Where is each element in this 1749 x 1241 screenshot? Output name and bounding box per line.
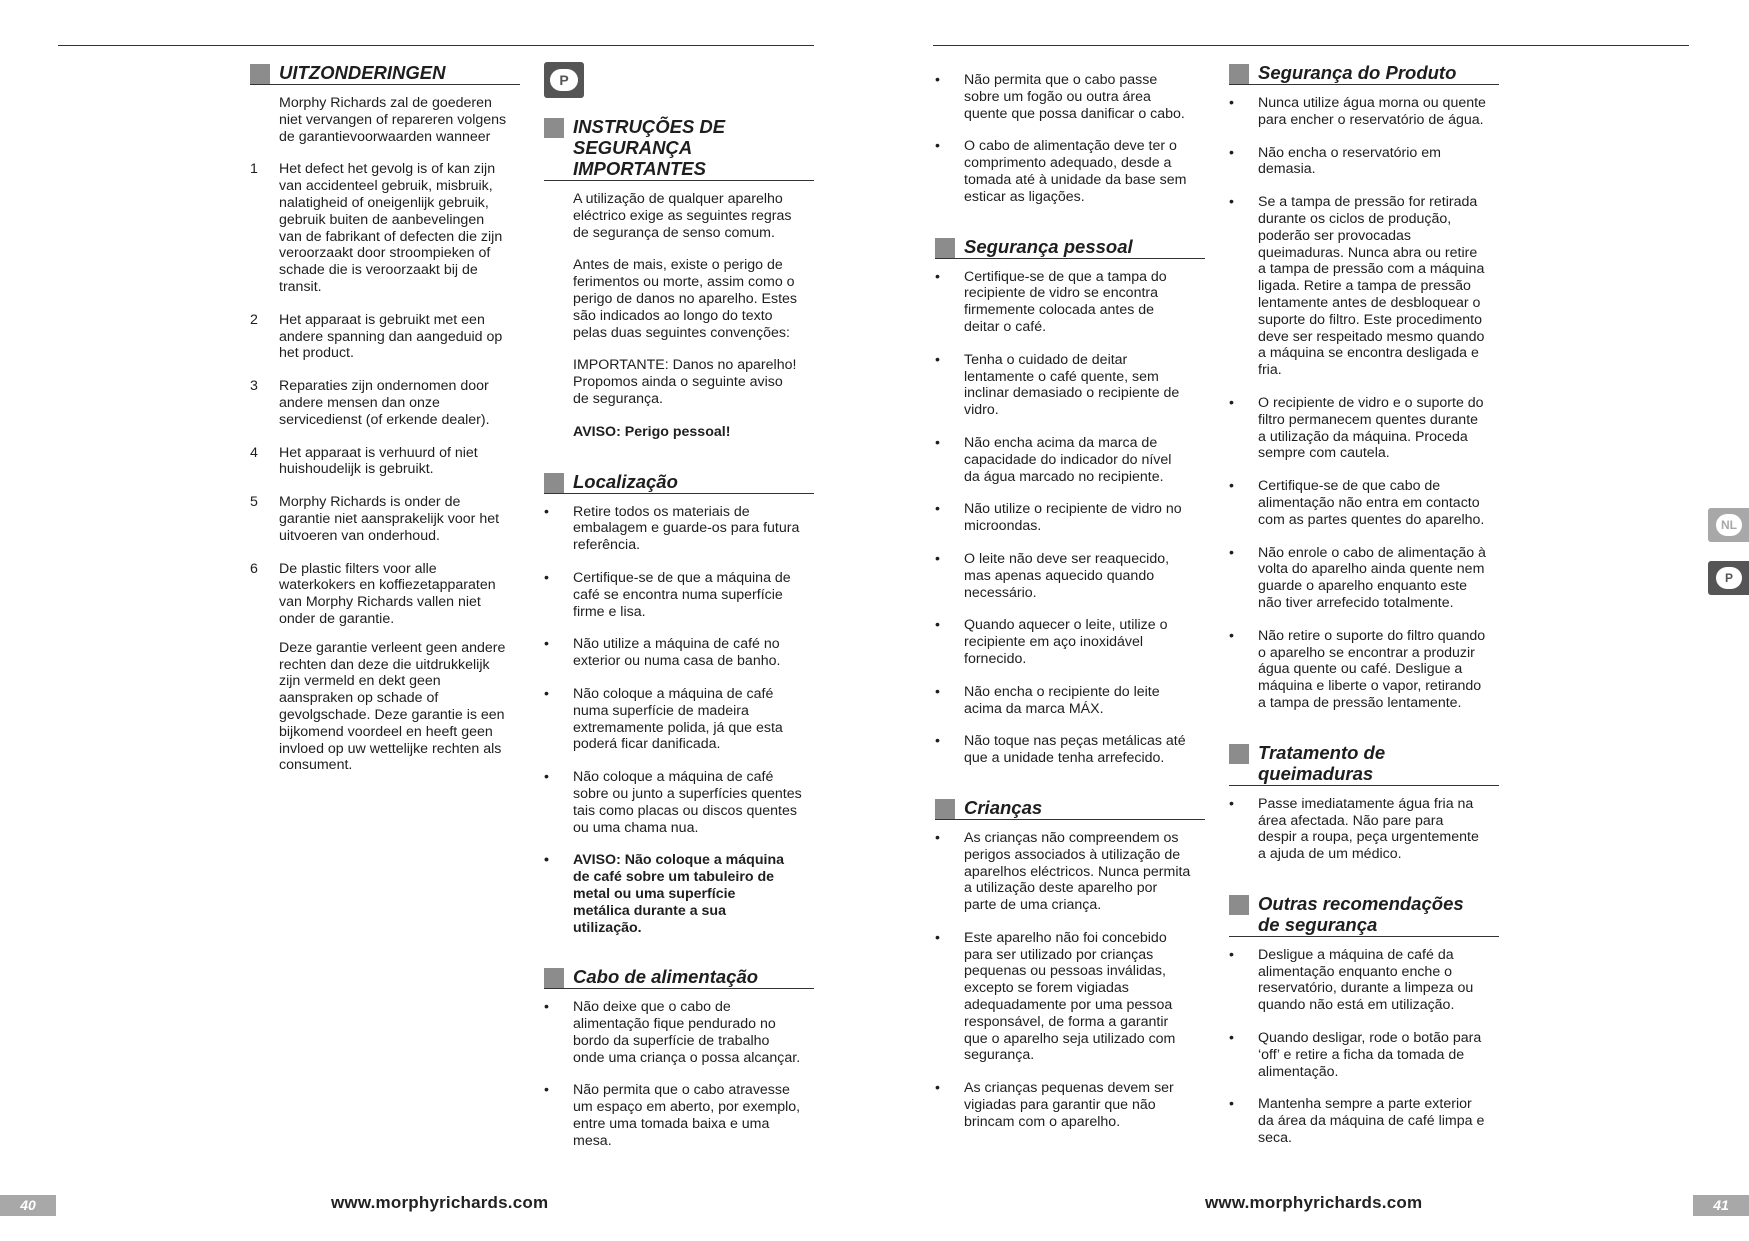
bullet-icon: • [1229, 478, 1234, 495]
bullet-icon: • [935, 733, 940, 750]
section-title: UITZONDERINGEN [279, 62, 446, 83]
section-title: Crianças [964, 796, 1043, 818]
section-heading [1229, 893, 1499, 937]
bullet-icon: • [544, 503, 549, 520]
item-text: Het apparaat is verhuurd of niet huishoudelijk is gebruikt. [279, 444, 478, 478]
item-text: Morphy Richards is onder de garantie niet aansprakelijk voor het uitvoeren van onderhoud. [279, 494, 500, 544]
item-text: Quando desligar, rode o botão para ‘off’ e retire a ficha da tomada de alimentação. [1258, 1030, 1482, 1080]
item-text: Não retire o suporte do filtro quando o aparelho se encontrar a produzir água quente ou café. Desligue a máquina e liberte o vapor, retirando a tampa de pressão lentamente. [1258, 627, 1486, 711]
bullet-item [935, 352, 1205, 419]
page-number-left: 40 [0, 1195, 56, 1216]
bullet-icon: • [1229, 627, 1234, 644]
item-text: Não enrole o cabo de alimentação à volta do aparelho ainda quente nem guarde o aparelho enquanto este não tiver arrefecido totalmente. [1258, 544, 1486, 611]
bullet-icon: • [935, 72, 940, 88]
numbered-item [250, 161, 520, 295]
bullet-item [1229, 947, 1499, 1014]
bullet-item [1229, 478, 1499, 528]
bullet-icon: • [544, 999, 549, 1016]
item-text: Certifique-se de que cabo de alimentação não entra em contacto com as partes quentes do aparelho. [1258, 478, 1485, 528]
item-text: Não coloque a máquina de café sobre ou junto a superfícies quentes tais como placas ou discos quentes ou uma chama nua. [573, 769, 802, 836]
column-personal-safety [935, 72, 1205, 1131]
bullet-item [544, 769, 814, 836]
section-title: Outras recomendações de segurança [1258, 892, 1464, 935]
section-children [935, 797, 1205, 1131]
bullet-item [1229, 545, 1499, 612]
bullet-icon: • [1229, 194, 1234, 211]
item-text: Passe imediatamente água fria na área afectada. Não pare para despir a roupa, peça urgentemente a ajuda de um médico. [1258, 795, 1479, 863]
item-text: Não encha acima da marca de capacidade do indicador do nível da água marcado no recipiente. [964, 434, 1172, 485]
item-text: Het apparaat is gebruikt met een andere spanning dan aangeduid op het product. [279, 311, 503, 362]
bullet-item [935, 830, 1205, 914]
item-number: 1 [250, 161, 258, 178]
bullet-item [935, 617, 1205, 667]
column-exclusions [250, 62, 520, 774]
item-text: As crianças pequenas devem ser vigiadas para garantir que não brincam com o aparelho. [964, 1080, 1174, 1130]
section-burns-treatment [1229, 742, 1499, 863]
item-text: O leite não deve ser reaquecido, mas apenas aquecido quando necessário. [964, 550, 1170, 601]
bullet-icon: • [1229, 144, 1234, 161]
bullet-icon: • [935, 617, 940, 634]
bullet-item [935, 72, 1205, 122]
section-heading [250, 62, 520, 85]
bullet-icon: • [544, 569, 549, 586]
bullet-icon: • [935, 501, 940, 518]
bullet-item [935, 269, 1205, 336]
section-power-cable [544, 966, 814, 1149]
bullet-item [935, 930, 1205, 1064]
item-text: Quando aquecer o leite, utilize o recipiente em aço inoxidável fornecido. [964, 617, 1168, 667]
bullet-item [544, 1082, 814, 1149]
bullet-item [544, 636, 814, 670]
item-text: Este aparelho não foi concebido para ser utilizado por crianças pequenas ou pessoas inválidas, excepto se forem vigiadas adequadamente por uma pessoa responsável, de forma a garantir que o aparelho seja utilizado com segurança. [964, 929, 1176, 1064]
numbered-item [250, 494, 520, 544]
bullet-item [1229, 194, 1499, 379]
item-number: 3 [250, 378, 258, 395]
bullet-icon: • [1229, 394, 1234, 411]
bullet-item [1229, 796, 1499, 863]
bullet-icon: • [1229, 544, 1234, 561]
language-tab-nl-label: NL [1716, 514, 1742, 536]
language-tab-p-label: P [1716, 567, 1742, 589]
bullet-item [1229, 628, 1499, 712]
item-text: O cabo de alimentação deve ter o comprimento adequado, desde a tomada até à unidade da base sem esticar as ligações. [964, 138, 1187, 205]
warning-paragraph: AVISO: Perigo pessoal! [573, 423, 731, 440]
bullet-icon: • [935, 351, 940, 368]
section-important-safety [544, 116, 814, 441]
bullet-icon: • [544, 1082, 549, 1099]
item-number: 6 [250, 560, 258, 577]
item-text: Mantenha sempre a parte exterior da área da máquina de café limpa e seca. [1258, 1096, 1485, 1147]
bullet-icon: • [1229, 95, 1234, 111]
section-title: Tratamento de queimaduras [1258, 741, 1386, 784]
bullet-item [1229, 95, 1499, 129]
item-text: Certifique-se de que a tampa do recipiente de vidro se encontra firmemente colocada antes de deitar o café. [964, 268, 1167, 335]
bullet-item [935, 551, 1205, 601]
item-text: Não permita que o cabo passe sobre um fogão ou outra área quente que possa danificar o cabo. [964, 72, 1185, 122]
bullet-icon: • [935, 268, 940, 285]
item-number: 2 [250, 311, 258, 328]
column-safety-instructions [544, 62, 814, 1150]
bullet-item [935, 1080, 1205, 1130]
item-number: 4 [250, 444, 258, 461]
closing-paragraph: Deze garantie verleent geen andere rechten dan deze die uitdrukkelijk zijn vermeld en dekt geen aanspraken op schade of gevolgschade. Deze garantie is een bijkomend voordeel en heeft geen invloed op uw wettelijke rechten als consument. [279, 639, 506, 774]
paragraph: IMPORTANTE: Danos no aparelho! Propomos ainda o seguinte aviso de segurança. [573, 357, 797, 407]
bullet-icon: • [1229, 1096, 1234, 1113]
bullet-icon: • [544, 769, 549, 786]
language-tab-nl[interactable] [1708, 508, 1749, 542]
language-badge [544, 62, 584, 98]
section-heading [1229, 742, 1499, 786]
section-heading [544, 966, 814, 989]
item-text: Não encha o reservatório em demasia. [1258, 144, 1441, 178]
paragraph: Antes de mais, existe o perigo de ferimentos ou morte, assim como o perigo de danos no aparelho. Estes são indicados ao longo do texto pelas duas seguintes convenções: [573, 257, 798, 341]
bullet-item [935, 138, 1205, 205]
section-title: Segurança do Produto [1258, 62, 1457, 83]
bullet-item [544, 570, 814, 620]
section-title: Cabo de alimentação [573, 966, 759, 988]
item-text: Desligue a máquina de café da alimentação enquanto enche o reservatório, durante a limpeza ou quando não está em utilização. [1258, 946, 1474, 1014]
bullet-icon: • [935, 829, 940, 846]
top-rule-right [933, 45, 1689, 46]
item-text: Het defect het gevolg is of kan zijn van accidenteel gebruik, misbruik, nalatigheid of oneigenlijk gebruik, gebruik buiten de aanbevelingen van de fabrikant of defecten die zijn veroorzaakt door stroompieken of schade die is veroorzaakt bij de transit. [279, 161, 503, 295]
bullet-item [544, 999, 814, 1066]
item-text: Não permita que o cabo atravesse um espaço em aberto, por exemplo, entre uma tomada baixa e uma mesa. [573, 1082, 801, 1149]
item-text: Não deixe que o cabo de alimentação fique pendurado no bordo da superfície de trabalho onde uma criança o possa alcançar. [573, 999, 801, 1066]
section-other-recommendations [1229, 893, 1499, 1147]
item-text: O recipiente de vidro e o suporte do filtro permanecem quentes durante a utilização da máquina. Proceda sempre com cautela. [1258, 394, 1484, 462]
item-text: Certifique-se de que a máquina de café se encontra numa superfície firme e lisa. [573, 569, 791, 620]
item-text: De plastic filters voor alle waterkokers en koffiezetapparaten van Morphy Richards vallen niet onder de garantie. [279, 560, 496, 627]
page-number-right: 41 [1693, 1195, 1749, 1216]
bullet-icon: • [1229, 795, 1234, 812]
bullet-item [1229, 1096, 1499, 1146]
bullet-icon: • [1229, 946, 1234, 963]
bullet-item [1229, 395, 1499, 462]
section-heading [935, 236, 1205, 259]
item-number: 5 [250, 494, 258, 511]
item-text: Se a tampa de pressão for retirada durante os ciclos de produção, poderão ser provocadas queimaduras. Nunca abra ou retire a tampa de pressão com a máquina ligada. Retire a tampa de pressão lentamente antes de desbloquear o suporte do filtro. Este procedimento deve ser respeitado mesmo quando a máquina se encontra desligada e fria. [1258, 194, 1485, 379]
bullet-icon: • [1229, 1030, 1234, 1047]
bullet-icon: • [544, 685, 549, 702]
bullet-icon: • [544, 636, 549, 653]
item-text: As crianças não compreendem os perigos associados à utilização de aparelhos eléctricos. Nunca permita a utilização deste aparelho por parte de uma criança. [964, 829, 1191, 914]
section-product-safety [1229, 62, 1499, 712]
intro-paragraph: Morphy Richards zal de goederen niet vervangen of repareren volgens de garantievoorwaarden wanneer [279, 95, 507, 145]
bullet-item [935, 684, 1205, 718]
section-heading [1229, 62, 1499, 85]
bullet-icon: • [935, 683, 940, 700]
bullet-icon: • [935, 434, 940, 451]
paragraph: A utilização de qualquer aparelho eléctrico exige as seguintes regras de segurança de senso comum. [573, 191, 792, 241]
bullet-icon: • [935, 138, 940, 155]
item-text: Não utilize a máquina de café no exterior ou numa casa de banho. [573, 636, 781, 670]
column-product-safety [1229, 62, 1499, 1147]
item-text: Não toque nas peças metálicas até que a unidade tenha arrefecido. [964, 733, 1186, 767]
numbered-item [250, 561, 520, 628]
section-location [544, 471, 814, 937]
bullet-item [935, 501, 1205, 535]
numbered-item [250, 445, 520, 479]
section-title: INSTRUÇÕES DE SEGURANÇA IMPORTANTES [573, 116, 726, 179]
bullet-icon: • [935, 1080, 940, 1097]
item-text: Nunca utilize água morna ou quente para encher o reservatório de água. [1258, 95, 1486, 128]
section-heading [544, 116, 814, 181]
item-text: Não utilize o recipiente de vidro no microondas. [964, 501, 1182, 535]
bullet-icon: • [935, 550, 940, 567]
bullet-item [935, 733, 1205, 767]
section-title: Segurança pessoal [964, 235, 1133, 257]
top-rule-left [58, 45, 814, 46]
numbered-item [250, 378, 520, 428]
website-url-right[interactable]: www.morphyrichards.com [1205, 1193, 1423, 1212]
bullet-item [544, 686, 814, 753]
bullet-item [1229, 1030, 1499, 1080]
section-title: Localização [573, 470, 678, 492]
item-text: Reparaties zijn ondernomen door andere mensen dan onze servicedienst (of erkende dealer). [279, 378, 490, 428]
section-personal-safety [935, 236, 1205, 767]
item-text: Retire todos os materiais de embalagem e guarde-os para futura referência. [573, 503, 800, 554]
item-text: AVISO: Não coloque a máquina de café sobre um tabuleiro de metal ou uma superfície metálica durante a sua utilização. [573, 852, 785, 936]
section-exclusions [250, 62, 520, 774]
numbered-item [250, 312, 520, 362]
bullet-item [1229, 145, 1499, 179]
language-tab-p[interactable] [1708, 561, 1749, 595]
bullet-item-warning [544, 852, 814, 936]
language-badge-label: P [550, 69, 578, 91]
bullet-item [544, 504, 814, 554]
section-heading [544, 471, 814, 494]
item-text: Não encha o recipiente do leite acima da marca MÁX. [964, 683, 1160, 717]
item-text: Tenha o cuidado de deitar lentamente o café quente, sem inclinar demasiado o recipiente de vidro. [964, 351, 1180, 419]
bullet-icon: • [935, 929, 940, 946]
website-url-left[interactable]: www.morphyrichards.com [331, 1193, 549, 1212]
bullet-icon: • [544, 852, 549, 869]
section-heading [935, 797, 1205, 820]
item-text: Não coloque a máquina de café numa superfície de madeira extremamente polida, já que esta poderá ficar danificada. [573, 685, 783, 753]
bullet-item [935, 435, 1205, 485]
